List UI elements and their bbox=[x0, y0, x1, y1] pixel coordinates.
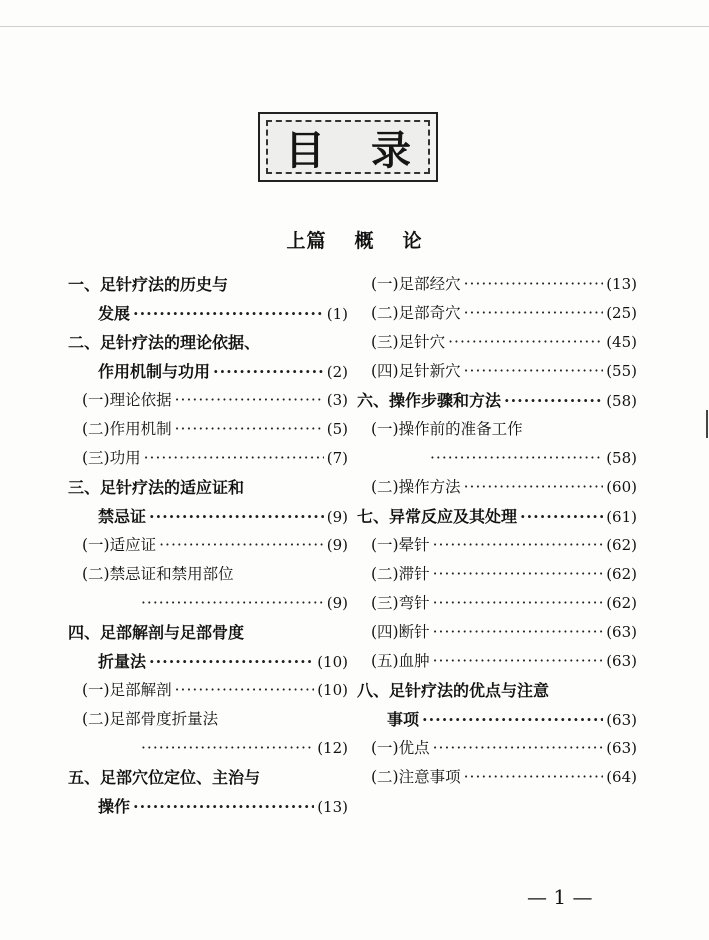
leader-dots bbox=[141, 734, 314, 763]
toc-entry bbox=[357, 676, 637, 705]
toc-entry bbox=[68, 473, 348, 502]
toc-entry bbox=[357, 618, 637, 647]
margin-mark bbox=[706, 410, 708, 438]
leader-dots bbox=[133, 792, 314, 821]
toc-entry-page: (62) bbox=[606, 565, 637, 583]
leader-dots bbox=[464, 270, 604, 299]
toc-entry-label: (二)禁忌证和禁用部位 bbox=[82, 565, 234, 583]
toc-entry-page: (2) bbox=[326, 363, 348, 381]
toc-column-left bbox=[68, 270, 348, 821]
toc-entry bbox=[68, 328, 348, 357]
toc-entry bbox=[68, 763, 348, 792]
leader-dots bbox=[144, 444, 324, 473]
toc-entry-label: 操作 bbox=[98, 797, 131, 816]
toc-entry bbox=[357, 560, 637, 589]
toc-entry-label: (一)适应证 bbox=[82, 536, 157, 554]
leader-dots bbox=[433, 589, 604, 618]
toc-entry bbox=[68, 299, 348, 328]
toc-entry-page: (60) bbox=[606, 478, 637, 496]
toc-entry-label: 六、操作步骤和方法 bbox=[357, 391, 502, 410]
leader-dots bbox=[433, 647, 604, 676]
toc-entry bbox=[68, 560, 348, 589]
leader-dots bbox=[422, 705, 603, 734]
leader-dots bbox=[520, 502, 603, 531]
toc-entry-page: (61) bbox=[606, 508, 637, 526]
leader-dots bbox=[213, 357, 324, 386]
toc-entry-label: (四)断针 bbox=[371, 623, 430, 641]
leader-dots bbox=[430, 444, 603, 473]
toc-entry bbox=[68, 444, 348, 473]
toc-entry bbox=[357, 415, 637, 444]
toc-entry bbox=[68, 705, 348, 734]
toc-entry-page: (3) bbox=[326, 391, 348, 409]
toc-entry bbox=[357, 763, 637, 792]
section-word-1: 概 bbox=[354, 230, 375, 252]
toc-entry-page: (9) bbox=[326, 594, 348, 612]
toc-entry-label: (三)弯针 bbox=[371, 594, 430, 612]
toc-entry bbox=[68, 676, 348, 705]
toc-entry-page: (63) bbox=[606, 623, 637, 641]
toc-entry-page: (5) bbox=[326, 420, 348, 438]
section-part: 上篇 bbox=[286, 230, 327, 252]
toc-entry-page: (58) bbox=[606, 449, 637, 467]
toc-entry-page: (13) bbox=[317, 798, 348, 816]
page-number: — 1 — bbox=[527, 885, 593, 909]
toc-column-right bbox=[357, 270, 637, 792]
leader-dots bbox=[175, 386, 324, 415]
toc-entry-label: 二、足针疗法的理论依据、 bbox=[68, 333, 261, 352]
toc-entry bbox=[68, 618, 348, 647]
toc-entry-label: 一、足针疗法的历史与 bbox=[68, 275, 229, 294]
leader-dots bbox=[504, 386, 603, 415]
leader-dots bbox=[464, 299, 604, 328]
toc-entry bbox=[68, 647, 348, 676]
toc-entry bbox=[68, 589, 348, 618]
toc-entry-label: 事项 bbox=[387, 710, 420, 729]
toc-entry-label: 七、异常反应及其处理 bbox=[357, 507, 518, 526]
leader-dots bbox=[433, 734, 604, 763]
toc-entry-page: (64) bbox=[606, 768, 637, 786]
leader-dots bbox=[433, 560, 604, 589]
toc-entry-label: (三)功用 bbox=[82, 449, 141, 467]
leader-dots bbox=[448, 328, 603, 357]
toc-entry-label: 八、足针疗法的优点与注意 bbox=[357, 681, 550, 700]
toc-entry-label: 折量法 bbox=[98, 652, 147, 671]
toc-entry-label: (一)足部经穴 bbox=[371, 275, 461, 293]
toc-entry bbox=[357, 444, 637, 473]
toc-entry-label: (二)足部奇穴 bbox=[371, 304, 461, 322]
toc-entry bbox=[357, 531, 637, 560]
toc-entry bbox=[357, 357, 637, 386]
leader-dots bbox=[149, 502, 324, 531]
toc-entry bbox=[68, 531, 348, 560]
toc-entry-page: (63) bbox=[606, 652, 637, 670]
title-stamp-border bbox=[266, 120, 457, 174]
toc-entry bbox=[357, 270, 637, 299]
toc-entry-label: 五、足部穴位定位、主治与 bbox=[68, 768, 261, 787]
toc-entry-label: (一)晕针 bbox=[371, 536, 430, 554]
toc-entry bbox=[357, 589, 637, 618]
toc-entry bbox=[68, 734, 348, 763]
toc-entry-page: (13) bbox=[606, 275, 637, 293]
leader-dots bbox=[433, 618, 604, 647]
toc-entry-page: (63) bbox=[606, 739, 637, 757]
toc-entry bbox=[68, 357, 348, 386]
toc-entry-label: 四、足部解剖与足部骨度 bbox=[68, 623, 245, 642]
leader-dots bbox=[464, 763, 604, 792]
toc-entry-page: (55) bbox=[606, 362, 637, 380]
section-heading bbox=[0, 226, 709, 253]
leader-dots bbox=[149, 647, 314, 676]
toc-entry-label: 发展 bbox=[98, 304, 131, 323]
toc-entry-page: (9) bbox=[326, 508, 348, 526]
toc-entry bbox=[357, 328, 637, 357]
toc-entry-page: (63) bbox=[606, 711, 637, 729]
leader-dots bbox=[433, 531, 604, 560]
toc-entry-label: (二)操作方法 bbox=[371, 478, 461, 496]
toc-entry bbox=[357, 299, 637, 328]
toc-entry-page: (62) bbox=[606, 594, 637, 612]
leader-dots bbox=[175, 415, 324, 444]
toc-entry bbox=[357, 647, 637, 676]
toc-entry bbox=[357, 386, 637, 415]
toc-entry-label: (三)足针穴 bbox=[371, 333, 446, 351]
page-top-edge bbox=[0, 26, 709, 27]
toc-entry-label: (二)滞针 bbox=[371, 565, 430, 583]
toc-entry-label: (五)血肿 bbox=[371, 652, 430, 670]
section-word-2: 论 bbox=[402, 230, 423, 252]
toc-entry-page: (9) bbox=[326, 536, 348, 554]
toc-entry bbox=[68, 502, 348, 531]
toc-entry-label: (二)足部骨度折量法 bbox=[82, 710, 219, 728]
toc-entry-page: (62) bbox=[606, 536, 637, 554]
toc-entry-label: (一)优点 bbox=[371, 739, 430, 757]
title-frame bbox=[258, 112, 457, 182]
toc-entry bbox=[68, 386, 348, 415]
toc-entry-page: (10) bbox=[317, 653, 348, 671]
toc-entry bbox=[68, 415, 348, 444]
toc-entry-label: (一)足部解剖 bbox=[82, 681, 172, 699]
toc-entry-label: (一)操作前的准备工作 bbox=[371, 420, 523, 438]
toc-entry-page: (45) bbox=[606, 333, 637, 351]
toc-entry-label: (一)理论依据 bbox=[82, 391, 172, 409]
toc-entry bbox=[357, 734, 637, 763]
toc-entry-page: (1) bbox=[326, 305, 348, 323]
toc-entry-page: (12) bbox=[317, 739, 348, 757]
toc-entry bbox=[357, 502, 637, 531]
toc-entry bbox=[68, 270, 348, 299]
leader-dots bbox=[464, 473, 604, 502]
leader-dots bbox=[464, 357, 604, 386]
page-title: 目录 bbox=[285, 126, 457, 174]
toc-entry-label: (二)注意事项 bbox=[371, 768, 461, 786]
toc-entry-label: (四)足针新穴 bbox=[371, 362, 461, 380]
toc-entry bbox=[357, 705, 637, 734]
toc-entry bbox=[68, 792, 348, 821]
leader-dots bbox=[159, 531, 324, 560]
toc-entry-label: 三、足针疗法的适应证和 bbox=[68, 478, 245, 497]
toc-entry-page: (7) bbox=[326, 449, 348, 467]
toc-entry-label: 禁忌证 bbox=[98, 507, 147, 526]
leader-dots bbox=[175, 676, 315, 705]
leader-dots bbox=[133, 299, 324, 328]
leader-dots bbox=[141, 589, 324, 618]
toc-entry-label: 作用机制与功用 bbox=[98, 362, 211, 381]
toc-entry-label: (二)作用机制 bbox=[82, 420, 172, 438]
toc-entry-page: (25) bbox=[606, 304, 637, 322]
toc-entry-page: (58) bbox=[606, 392, 637, 410]
toc-entry-page: (10) bbox=[317, 681, 348, 699]
toc-entry bbox=[357, 473, 637, 502]
